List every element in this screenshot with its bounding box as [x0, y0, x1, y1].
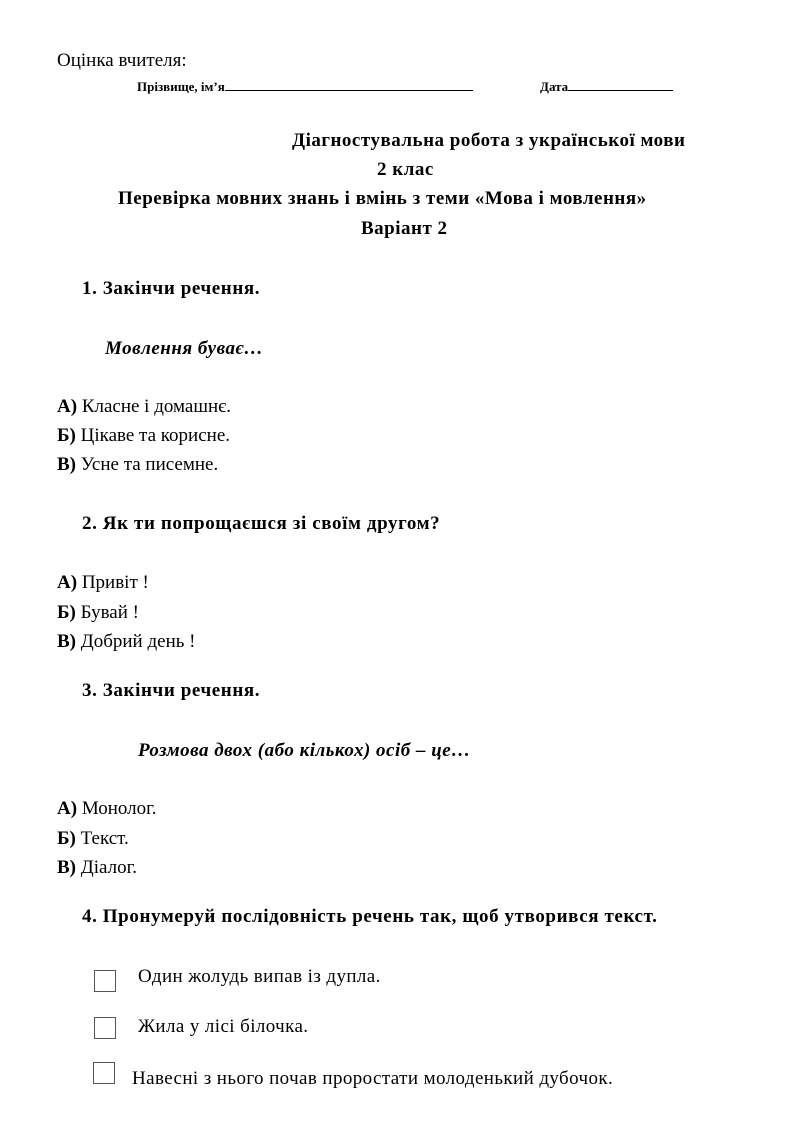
date-field[interactable] — [540, 78, 673, 95]
option-letter: В) — [57, 857, 76, 878]
question-3: 3. Закінчи речення. — [82, 680, 261, 701]
option-letter: А) — [57, 396, 78, 417]
option-text: Текст. — [75, 828, 129, 849]
question-3-prompt: Розмова двох (або кількох) осіб – це… — [138, 740, 471, 761]
q2-option-a[interactable] — [57, 572, 149, 594]
title-variant: Варіант 2 — [361, 218, 448, 239]
question-4: 4. Пронумеруй послідовність речень так, щоб утворився текст. — [82, 906, 658, 927]
option-letter: А) — [57, 572, 78, 593]
sentence-1-number-box[interactable] — [94, 970, 116, 992]
option-text: Цікаве та корисне. — [75, 425, 230, 446]
teacher-grade-label: Оцінка вчителя: — [57, 50, 187, 71]
sentence-3: Навесні з нього почав проростати молоденький дубочок. — [132, 1068, 614, 1089]
option-letter: Б) — [57, 602, 76, 623]
q3-option-a[interactable] — [57, 798, 157, 820]
q2-option-b[interactable] — [57, 602, 139, 624]
question-1: 1. Закінчи речення. — [82, 278, 261, 299]
title-topic: Перевірка мовних знань і вмінь з теми «Мова і мовлення» — [118, 188, 647, 209]
name-label: Прізвище, ім’я — [137, 79, 225, 94]
option-letter: А) — [57, 798, 78, 819]
option-text: Класне і домашнє. — [77, 396, 232, 417]
q1-option-b[interactable] — [57, 425, 230, 447]
title-grade: 2 клас — [377, 159, 434, 180]
sentence-1: Один жолудь випав із дупла. — [138, 966, 381, 987]
date-blank-line[interactable] — [568, 78, 673, 91]
q1-option-a[interactable] — [57, 396, 231, 418]
option-text: Усне та писемне. — [76, 454, 219, 475]
option-letter: Б) — [57, 828, 76, 849]
option-text: Діалог. — [76, 857, 137, 878]
option-letter: В) — [57, 454, 76, 475]
title-line-1: Діагностувальна робота з української мови — [292, 130, 686, 151]
q1-option-c[interactable] — [57, 454, 218, 476]
q2-option-c[interactable] — [57, 631, 195, 653]
question-1-prompt: Мовлення буває… — [105, 338, 264, 359]
q3-option-c[interactable] — [57, 857, 137, 879]
option-text: Бувай ! — [75, 602, 139, 623]
date-label: Дата — [540, 79, 569, 94]
q3-option-b[interactable] — [57, 828, 129, 850]
sentence-2-number-box[interactable] — [94, 1017, 116, 1039]
sentence-2: Жила у лісі білочка. — [138, 1016, 309, 1037]
question-2: 2. Як ти попрощаєшся зі своїм другом? — [82, 513, 441, 534]
option-letter: В) — [57, 631, 76, 652]
option-letter: Б) — [57, 425, 76, 446]
option-text: Добрий день ! — [76, 631, 196, 652]
sentence-3-number-box[interactable] — [93, 1062, 115, 1084]
option-text: Привіт ! — [77, 572, 149, 593]
option-text: Монолог. — [77, 798, 157, 819]
name-blank-line[interactable] — [225, 78, 473, 91]
name-field[interactable] — [137, 78, 473, 95]
